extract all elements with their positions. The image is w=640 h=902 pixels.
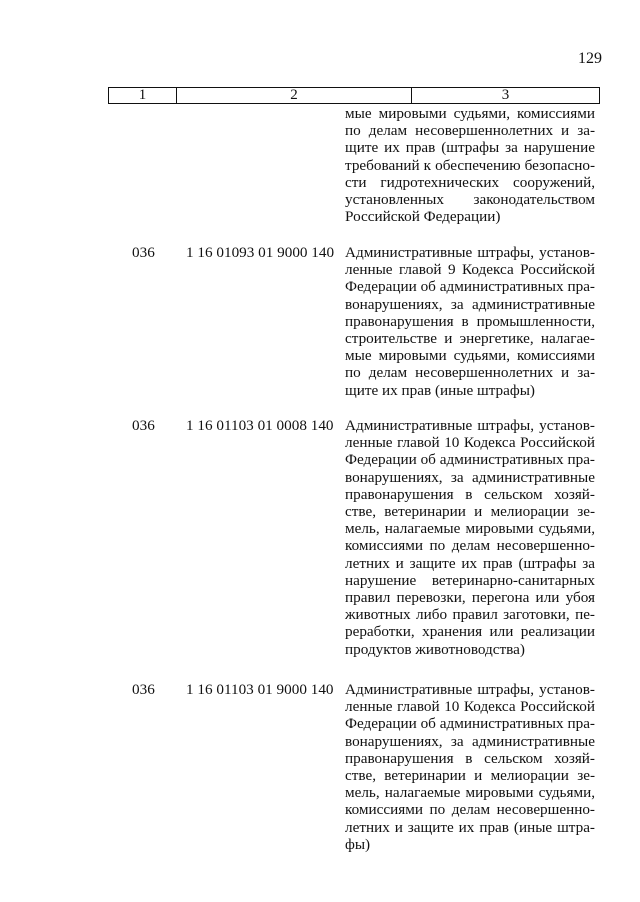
description-line: стве, ветеринарии и мелиорации зе-	[345, 767, 595, 785]
row-description	[345, 681, 595, 853]
description-line: фы)	[345, 835, 371, 853]
description-line: Административные штрафы, установ-	[345, 417, 595, 434]
description-line: мые мировыми судьями, комиссиями	[345, 347, 595, 365]
table-header	[108, 87, 600, 104]
description-line: правонарушения в сельском хозяй-	[345, 749, 595, 767]
column-header-2: 2	[177, 88, 412, 103]
budget-classification-code: 1 16 01093 01 9000 140	[186, 244, 335, 261]
description-line: летних и защите их прав (иные штра-	[345, 818, 595, 836]
description-line: комиссиями по делам несовершенно-	[345, 537, 595, 555]
description-line: установленных законодательством	[345, 191, 595, 209]
column-header-1: 1	[109, 88, 177, 103]
description-line: правил перевозки, перегона или убоя	[345, 589, 595, 607]
description-line: вонарушениях, за административные	[345, 295, 595, 313]
description-line: сти гидротехнических сооружений,	[345, 173, 595, 191]
description-line: мель, налагаемые мировыми судьями,	[345, 520, 595, 538]
description-line: ленные главой 10 Кодекса Российской	[345, 698, 595, 716]
budget-classification-code: 1 16 01103 01 0008 140	[186, 417, 334, 434]
description-line: ленные главой 10 Кодекса Российской	[345, 434, 595, 452]
description-line: Федерации об административных пра-	[345, 715, 595, 733]
description-line: стве, ветеринарии и мелиорации зе-	[345, 503, 595, 521]
description-line: правонарушения в сельском хозяй-	[345, 485, 595, 503]
admin-code: 036	[132, 417, 155, 434]
row-description	[345, 244, 595, 399]
row-description	[345, 417, 595, 658]
description-line: по делам несовершеннолетних и за-	[345, 122, 595, 140]
description-line: комиссиями по делам несовершенно-	[345, 801, 595, 819]
description-line: по делам несовершеннолетних и за-	[345, 364, 595, 382]
description-line: мые мировыми судьями, комиссиями	[345, 105, 595, 122]
description-line: ленные главой 9 Кодекса Российской	[345, 261, 595, 279]
description-line: вонарушениях, за административные	[345, 468, 595, 486]
description-line: летних и защите их прав (штрафы за	[345, 554, 595, 572]
description-line: правонарушения в промышленности,	[345, 312, 595, 330]
description-line: Федерации об административных пра-	[345, 278, 595, 296]
description-line: Административные штрафы, установ-	[345, 244, 595, 261]
description-line: Административные штрафы, установ-	[345, 681, 595, 698]
column-header-3: 3	[501, 87, 510, 103]
continuation-description	[345, 105, 595, 225]
admin-code: 036	[132, 244, 155, 261]
budget-classification-code: 1 16 01103 01 9000 140	[186, 681, 334, 698]
description-line: щите их прав (штрафы за нарушение	[345, 139, 595, 157]
description-line: продуктов животноводства)	[345, 640, 525, 658]
description-line: строительстве и энергетике, налагае-	[345, 330, 595, 348]
description-line: реработки, хранения или реализации	[345, 623, 595, 641]
description-line: требований к обеспечению безопасно-	[345, 156, 595, 174]
description-line: мель, налагаемые мировыми судьями,	[345, 784, 595, 802]
page-number: 129	[578, 50, 602, 67]
admin-code: 036	[132, 681, 155, 698]
description-line: Российской Федерации)	[345, 208, 501, 226]
description-line: Федерации об административных пра-	[345, 451, 595, 469]
description-line: нарушение ветеринарно-санитарных	[345, 571, 595, 589]
description-line: щите их прав (иные штрафы)	[345, 381, 535, 399]
description-line: вонарушениях, за административные	[345, 732, 595, 750]
description-line: животных либо правил заготовки, пе-	[345, 606, 595, 624]
